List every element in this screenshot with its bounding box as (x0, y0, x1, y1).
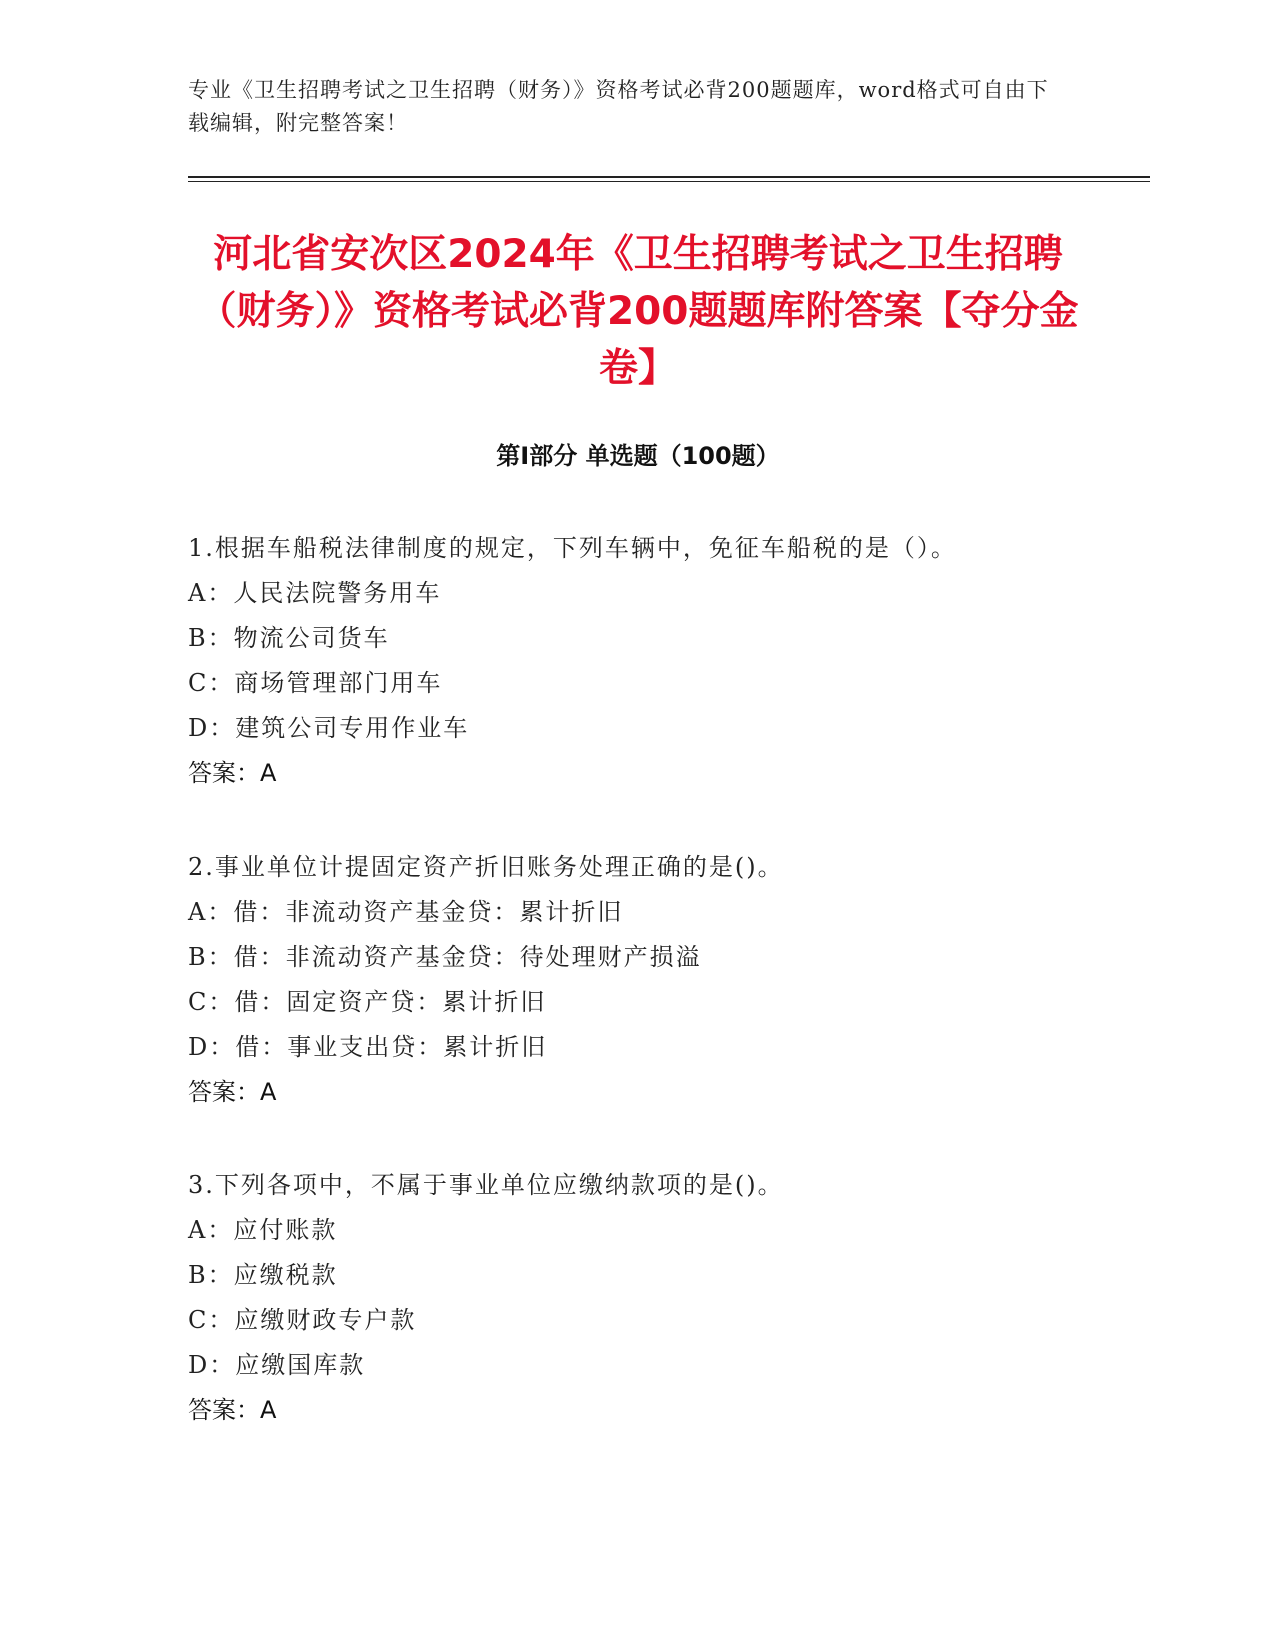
option-b: B：应缴税款 (188, 1261, 338, 1289)
option-a: A：应付账款 (188, 1216, 338, 1244)
option-c: C：借：固定资产贷：累计折旧 (188, 988, 547, 1016)
question-stem: 3.下列各项中，不属于事业单位应缴纳款项的是()。 (188, 1171, 784, 1199)
question-block-1 (188, 526, 1108, 796)
option-c: C：应缴财政专户款 (188, 1306, 417, 1334)
answer-label: 答案：A (188, 1078, 277, 1106)
answer-label: 答案：A (188, 1396, 277, 1424)
option-d: D：建筑公司专用作业车 (188, 714, 470, 742)
question-stem: 1.根据车船税法律制度的规定，下列车辆中，免征车船税的是（）。 (188, 534, 957, 562)
header-rule-thin (188, 181, 1150, 182)
question-block-2 (188, 845, 1108, 1115)
option-a: A：人民法院警务用车 (188, 579, 442, 607)
option-b: B：物流公司货车 (188, 624, 390, 652)
header-note: 专业《卫生招聘考试之卫生招聘（财务）》资格考试必背200题题库，word格式可自由下载编辑，附完整答案！ (188, 78, 1049, 135)
option-b: B：借：非流动资产基金贷：待处理财产损溢 (188, 943, 702, 971)
option-d: D：借：事业支出贷：累计折旧 (188, 1033, 548, 1061)
question-block-3 (188, 1163, 1108, 1433)
question-stem: 2.事业单位计提固定资产折旧账务处理正确的是()。 (188, 853, 784, 881)
option-c: C：商场管理部门用车 (188, 669, 443, 697)
header-rule-thick (188, 176, 1150, 178)
option-d: D：应缴国库款 (188, 1351, 366, 1379)
document-title: 河北省安次区2024年《卫生招聘考试之卫生招聘（财务）》资格考试必背200题题库附答案【夺分金卷】 (197, 232, 1079, 391)
answer-label: 答案：A (188, 759, 277, 787)
section-title: 第Ⅰ部分 单选题（100题） (496, 442, 780, 470)
option-a: A：借：非流动资产基金贷：累计折旧 (188, 898, 624, 926)
